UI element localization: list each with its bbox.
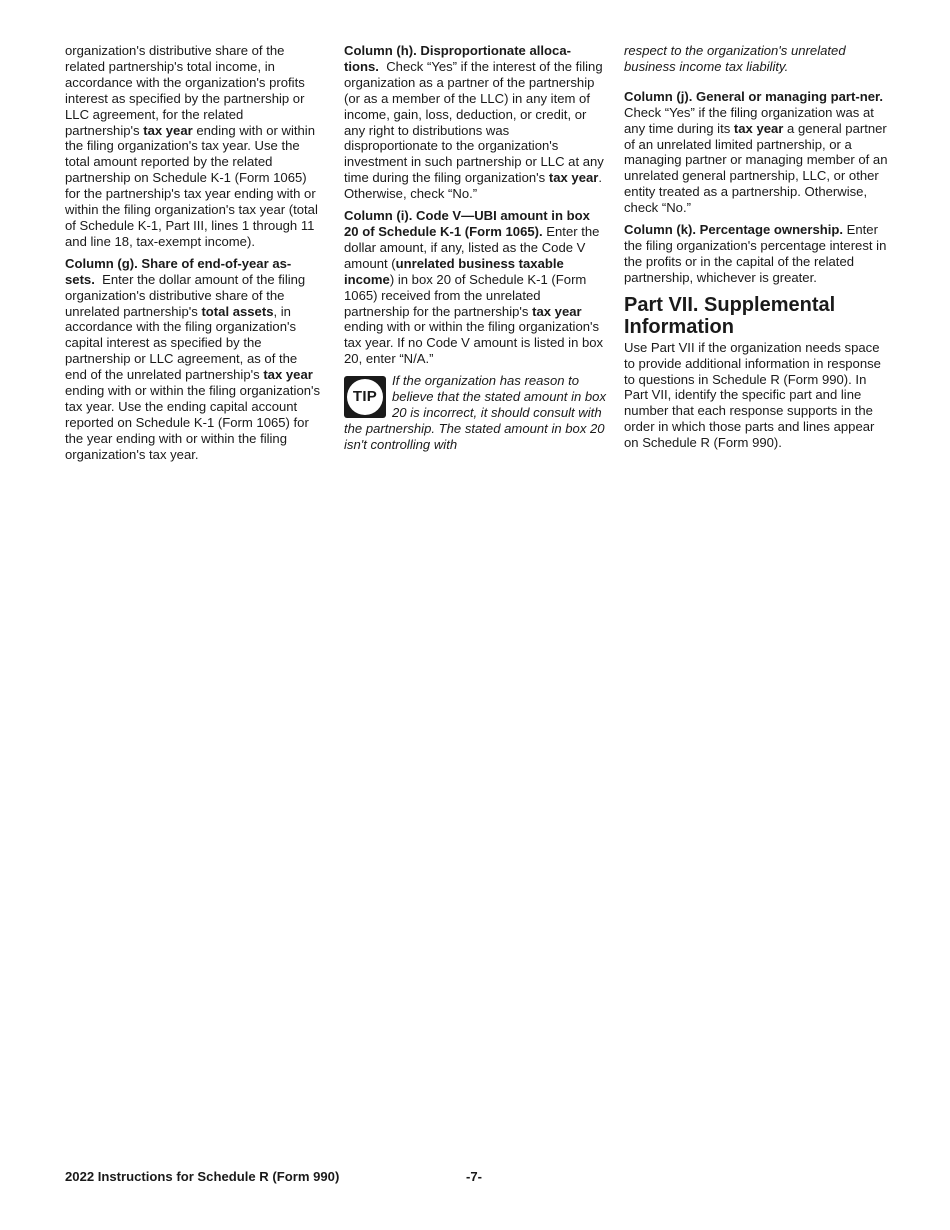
paragraph-column-h: Column (h). Disproportionate alloca-tions. Check “Yes” if the interest of the filing organization as a partner of the partnership (or as a member of the LLC) in any item of income, gain, loss, deduction, or credit, or any right to distributions was disproportionate to the organization's investment in such partnership or LLC at any time during the filing organization's tax year. Otherwise, check “No.” bbox=[344, 43, 604, 202]
column-i-heading: Column (i). Code V—UBI amount in box 20 of Schedule K-1 (Form 1065). bbox=[344, 208, 590, 239]
paragraph-column-i: Column (i). Code V—UBI amount in box 20 of Schedule K-1 (Form 1065). Enter the dollar amount, if any, listed as the Code V amount (unrelated business taxable income) in box 20 of Schedule K-1 (Form 1065) received from the unrelated partnership for the partnership's tax year ending with or within the filing organization's tax year. If no Code V amount is listed in box 20, enter “N/A.” bbox=[344, 208, 604, 367]
footer-title: 2022 Instructions for Schedule R (Form 990) bbox=[65, 1169, 340, 1184]
column-k-heading: Column (k). Percentage ownership. bbox=[624, 222, 843, 238]
tip-continuation: respect to the organization's unrelated business income tax liability. bbox=[624, 43, 846, 74]
part-vii-heading: Part VII. Supplemental Information bbox=[624, 293, 836, 338]
page-number: -7- bbox=[466, 1169, 483, 1184]
column-h-heading: Column (h). Disproportionate alloca-tions. bbox=[344, 43, 571, 74]
column-left bbox=[65, 43, 321, 469]
paragraph-column-j: Column (j). General or managing part-ner. Check “Yes” if the filing organization was at any time during its tax year a general partner of an unrelated limited partnership, or a managing partner or managing member of an unrelated general partnership, LLC, or other entity treated as a partnership. Otherwise, check “No.” bbox=[624, 88, 888, 216]
paragraph-total-income: organization's distributive share of the related partnership's total income, in accordance with the organization's profits interest as specified by the partnership or LLC agreement, for the related partnership's tax year ending with or within the filing organization's tax year. Use the total amount reported by the related partnership on Schedule K-1 (Form 1065) for the partnership's tax year ending with or within the filing organization's tax year (total of Schedule K-1, Part III, lines 1 through 11 and line 18, tax-exempt income). bbox=[65, 43, 318, 249]
column-right bbox=[624, 43, 888, 457]
paragraph-column-k: Column (k). Percentage ownership. Enter the filing organization's percentage interest in the profits or in the capital of the related partnership, whichever is greater. bbox=[624, 222, 887, 285]
tip-icon: TIP bbox=[344, 376, 386, 418]
tip-box bbox=[344, 373, 606, 453]
column-g-heading: Column (g). Share of end-of-year as-sets. bbox=[65, 255, 292, 287]
part-vii-body: Use Part VII if the organization needs space to provide additional information in response to questions in Schedule R (Form 990). In Part VII, identify the specific part and line number that each response supports in the order in which those parts and lines appear on Schedule R (Form 990). bbox=[624, 339, 881, 451]
paragraph-column-g: Column (g). Share of end-of-year as-sets. Enter the dollar amount of the filing organization's distributive share of the unrelated partnership's total assets, in accordance with the filing organization's capital interest as specified by the partnership or LLC agreement, as of the end of the unrelated partnership's tax year ending with or within the filing organization's tax year. Use the ending capital account reported on Schedule K-1 (Form 1065) for the year ending with or within the filing organization's tax year. bbox=[65, 255, 321, 462]
column-j-heading: Column (j). General or managing part-ner. bbox=[624, 88, 883, 104]
column-middle bbox=[344, 43, 606, 453]
tip-text: If the organization has reason to believe that the stated amount in box 20 is incorrect, it should consult with the partnership. The stated amount in box 20 isn't controlling with bbox=[344, 373, 607, 452]
